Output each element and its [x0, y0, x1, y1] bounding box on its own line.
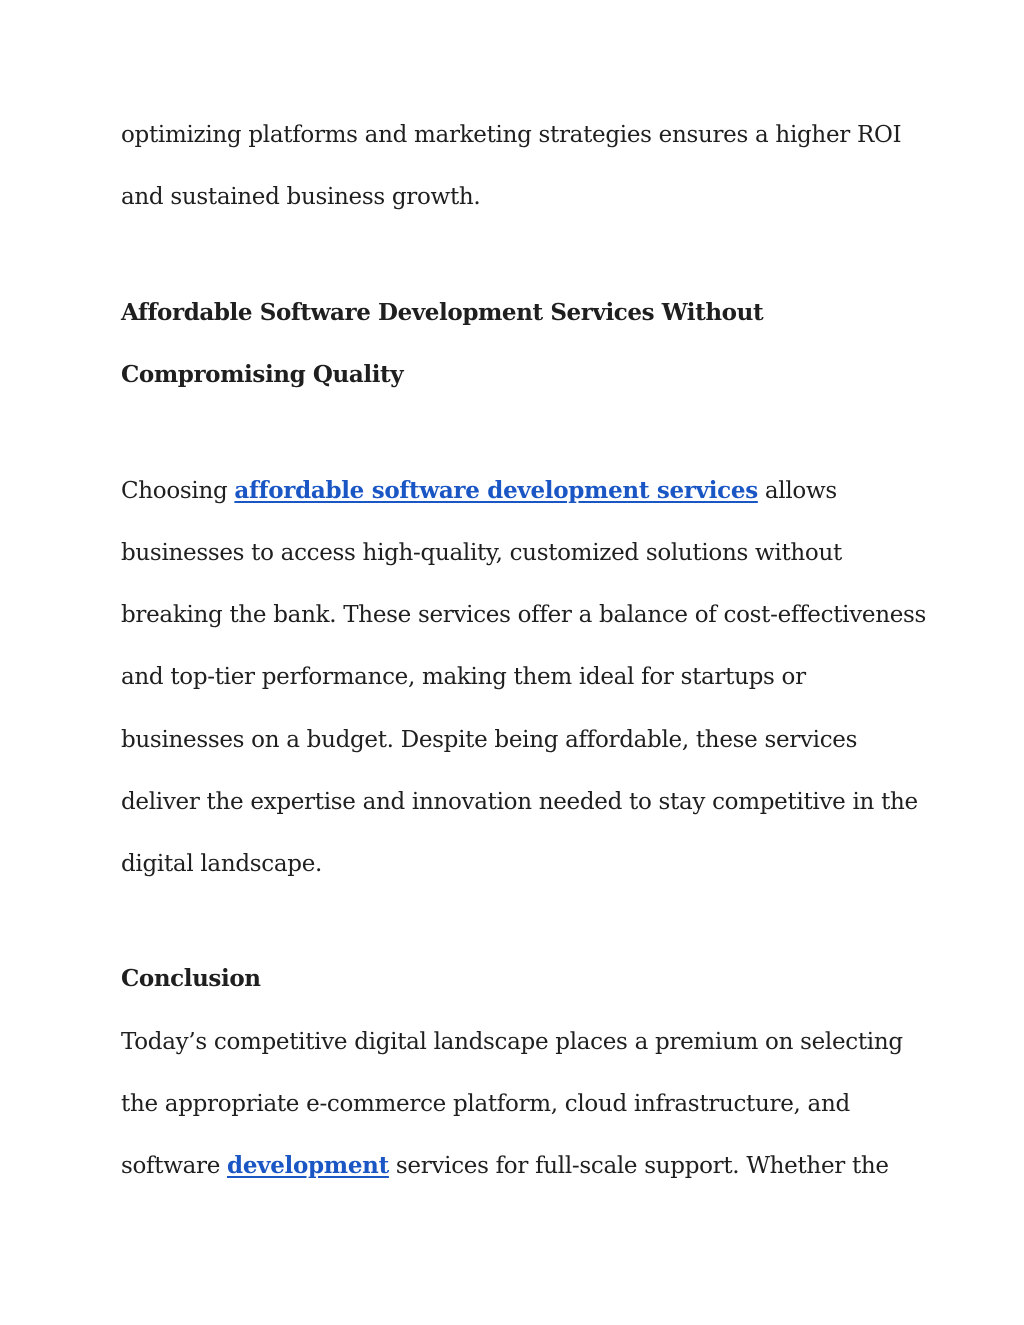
paragraph-line: and sustained business growth.	[121, 184, 481, 210]
paragraph-line: Today’s competitive digital landscape places a premium on selecting	[121, 1029, 903, 1055]
text-segment: services for full-scale support. Whether the	[388, 1153, 889, 1179]
conclusion-heading: Conclusion	[121, 965, 261, 992]
text-segment: allows	[757, 478, 837, 504]
paragraph-line-with-link	[121, 1151, 889, 1181]
development-link[interactable]: development	[227, 1152, 389, 1179]
paragraph-line: optimizing platforms and marketing strategies ensures a higher ROI	[121, 122, 902, 148]
paragraph-line: the appropriate e-commerce platform, cloud infrastructure, and	[121, 1091, 850, 1117]
paragraph-line: businesses on a budget. Despite being affordable, these services	[121, 727, 858, 753]
paragraph-line: businesses to access high-quality, customized solutions without	[121, 540, 842, 566]
section-heading: Compromising Quality	[121, 361, 404, 388]
text-segment: software	[121, 1153, 228, 1179]
paragraph-line: breaking the bank. These services offer a balance of cost-effectiveness	[121, 602, 927, 628]
paragraph-line-with-link	[121, 476, 837, 506]
section-heading: Affordable Software Development Services Without	[121, 299, 764, 326]
text-segment: Choosing	[121, 478, 235, 504]
affordable-software-development-services-link[interactable]: affordable software development services	[234, 477, 758, 504]
paragraph-line: deliver the expertise and innovation needed to stay competitive in the	[121, 789, 918, 815]
paragraph-line: and top-tier performance, making them ideal for startups or	[121, 664, 806, 690]
paragraph-line: digital landscape.	[121, 851, 323, 877]
